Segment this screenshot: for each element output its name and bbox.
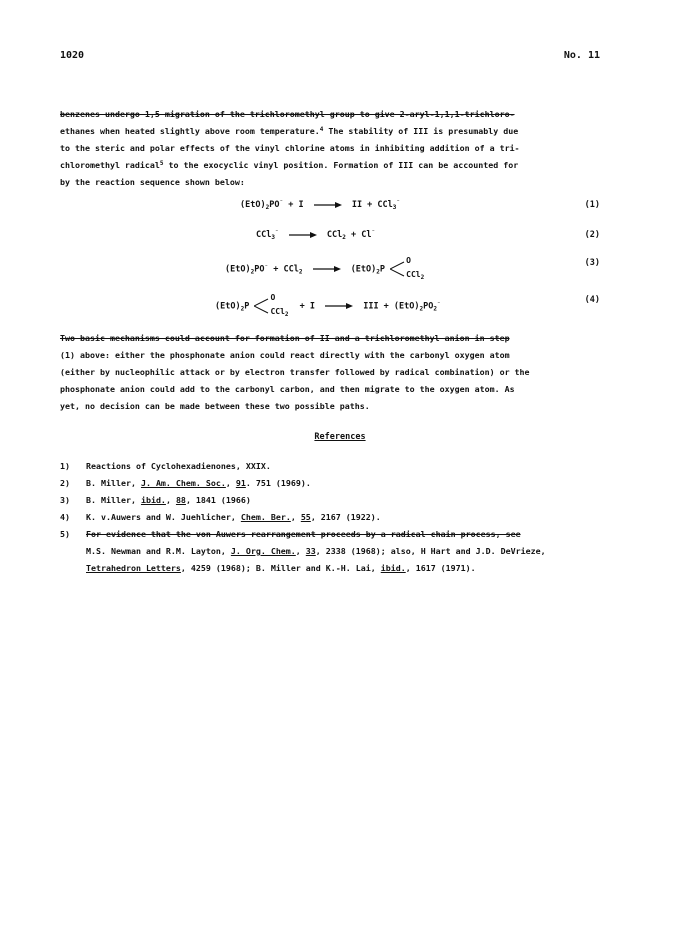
subscript: 2 [240, 305, 245, 313]
eq-term: CCl [270, 307, 285, 316]
subscript: 2 [420, 274, 425, 281]
ref-journal: Tetrahedron Letters [86, 563, 181, 573]
subscript: 2 [298, 268, 303, 276]
ref-author: M.S. Newman and R.M. Layton, [86, 546, 231, 556]
citation-marker: 4 [319, 126, 324, 133]
references-heading [0, 432, 680, 442]
ref-line [86, 560, 605, 577]
branch-upper: O [406, 256, 411, 265]
eq-term: P [379, 264, 386, 275]
ref-pages: , 2338 (1968); also, H Hart and J.D. DeVrieze, [315, 546, 546, 556]
eq-term: PO [254, 264, 265, 275]
reference-item [60, 458, 605, 475]
subscript: 2 [433, 305, 437, 313]
ref-pages: , 4259 (1968); B. Miller and K.-H. Lai, [180, 563, 381, 573]
ref-sep: , [165, 495, 176, 505]
ref-volume: 33 [305, 546, 316, 556]
bond-lines-icon [254, 295, 270, 317]
paragraph-1 [60, 106, 600, 191]
text-line: (either by nucleophilic attack or by electron transfer followed by radical combination) or the [60, 367, 530, 377]
reference-item [60, 526, 605, 577]
eq-term: III + (EtO) [363, 301, 420, 312]
ref-sep: , [295, 546, 306, 556]
equation-number: (1) [584, 200, 600, 210]
subscript: 2 [342, 234, 346, 241]
text-line: yet, no decision can be made between these two possible paths. [60, 401, 370, 411]
branch-lower [406, 270, 424, 279]
text-line [60, 330, 600, 347]
paragraph-2 [60, 330, 600, 415]
text-line [60, 157, 600, 174]
reaction-arrow-icon [324, 302, 354, 310]
branch-structure [390, 258, 430, 280]
ref-pages: , 1617 (1971). [405, 563, 476, 573]
ref-line [86, 526, 605, 543]
eq-term: CCl [406, 270, 421, 279]
ref-sep: , [290, 512, 301, 522]
eq-term: + CCl [273, 264, 299, 275]
eq-term: (EtO) [350, 264, 377, 275]
text-line: (1) above: either the phosphonate anion could react directly with the carbonyl oxygen atom [60, 350, 510, 360]
eq-term: (EtO) [215, 301, 241, 312]
struck-line: Two basic mechanisms could account for formation of II and a trichloromethyl anion in step [60, 333, 510, 343]
struck-line: benzenes undergo 1,5 migration of the trichloromethyl group to give 2-aryl-1,1,1-trichloro- [60, 109, 515, 119]
ref-volume: 88 [175, 495, 186, 505]
eq-term: PO [269, 200, 280, 210]
ref-pages: . 751 (1969). [245, 478, 311, 488]
reference-item [60, 492, 605, 509]
bond-lines-icon [390, 258, 406, 280]
page-number: 1020 [60, 50, 85, 61]
reference-number: 5) [60, 529, 70, 539]
text-span: ethanes when heated slightly above room temperature. [60, 126, 320, 136]
reference-number: 2) [60, 478, 70, 488]
eq-term: + Cl [350, 230, 372, 240]
subscript: 2 [250, 268, 255, 276]
text-line: phosphonate anion could add to the carbonyl carbon, and then migrate to the oxygen atom. As [60, 384, 515, 394]
ref-sep: , [225, 478, 236, 488]
subscript: 3 [392, 204, 397, 211]
subscript: 2 [376, 268, 380, 276]
reference-number: 3) [60, 495, 70, 505]
eq-term: (EtO) [225, 264, 251, 275]
ref-volume: 91 [235, 478, 246, 488]
eq-term: II + CCl [351, 200, 393, 210]
ref-pages: , 2167 (1922). [310, 512, 381, 522]
ref-author: B. Miller, [86, 495, 141, 505]
branch-upper: O [270, 293, 276, 302]
reference-number: 1) [60, 461, 70, 471]
reference-item [60, 475, 605, 492]
struck-line: For evidence that the von Auwers rearrangement proceeds by a radical chain process, see [86, 529, 521, 539]
eq-term: PO [423, 301, 434, 312]
equation-number: (3) [584, 258, 600, 268]
subscript: 2 [284, 311, 289, 318]
journal-page: 1020 No. 11 benzenes undergo 1,5 migration of the trichloromethyl group to give 2-aryl-1,1,1-trichloro- ethanes when heated slightly above room temperature.$^4$ The stability of III is presumably due to the steric and polar effects of the vinyl chlorine atoms in inhibiting addition of a tri- chloromethyl radical$^5$ to the exocyclic vinyl position. Formation of III can be accounted for by the reaction sequence shown below: $(EtO)_2PO^{^-} + I$ II + CCl$_3$⁻ (1) CCl$_3$⁻ CCl$_2$ + Cl⁻ (2) $(EtO)_2PO^{^-} + CCl_2$ $(EtO)_2P$ O CCl$_2$ (3) $(EtO)_2P$ O CCl$_2$ + I III + $(EtO)_2PO_2^{^-}$ (4) Two basic mechanisms could account for formation of II and a trichloromethyl anion in step (1) above: either the phosphonate anion could react directly with the carbonyl oxygen atom (either by nucleophilic attack or by electron transfer followed by radical combination) or the phosphonate anion could add to the carbonyl carbon, and then migrate to the oxygen atom. As yet, no decision can be made between these two possible paths. References 1) Reactions of Cyclohexadienones, XXIX. 2) B. Miller, J. Am. Chem. Soc., 91. 751 (1969). 3) B. Miller, ibid., 88, 1841 (1966) 4) K. v.Auwers and W. Juehlicher, Chem. Ber., 55, 2167 (1922). 5) For evidence that the von Auwers rearrangement proceeds by a radical chain process, see M.S. Newman and R.M. Layton, J. Org. Chem., 33, 2338 (1968); also, H Hart and J.D. DeVrieze, Tetrahedron Letters, 4259 (1968); B. Miller and K.-H. Lai, ibid., 1617 (1971). [0, 0, 680, 933]
reaction-arrow-icon [312, 265, 342, 273]
text-line: to the steric and polar effects of the vinyl chlorine atoms in inhibiting addition of a tri- [60, 143, 520, 153]
equation-number: (4) [584, 295, 600, 305]
ref-journal: ibid. [380, 563, 406, 573]
text-line [60, 106, 600, 123]
references-title: References [314, 432, 366, 442]
text-line: by the reaction sequence shown below: [60, 177, 245, 187]
references-list [60, 458, 605, 577]
subscript: 2 [419, 305, 424, 313]
issue-number: No. 11 [563, 50, 600, 61]
ref-author: K. v.Auwers and W. Juehlicher, [86, 512, 241, 522]
text-line [60, 123, 600, 140]
eq-term: + I [288, 200, 304, 210]
citation-marker: 5 [159, 160, 164, 167]
eq-term: P [244, 301, 250, 312]
ref-journal: Chem. Ber. [240, 512, 291, 522]
ref-volume: 55 [300, 512, 311, 522]
text-span: The stability of III is presumably due [323, 126, 519, 136]
ref-pages: , 1841 (1966) [185, 495, 251, 505]
reference-text: Reactions of Cyclohexadienones, XXIX. [86, 461, 271, 471]
branch-structure [254, 295, 294, 317]
ref-journal: J. Org. Chem. [230, 546, 296, 556]
text-span: to the exocyclic vinyl position. Formation of III can be accounted for [163, 160, 519, 170]
eq-term: + I [299, 301, 315, 312]
ref-journal: ibid. [140, 495, 166, 505]
subscript: 2 [265, 204, 270, 211]
ref-journal: J. Am. Chem. Soc. [140, 478, 226, 488]
reference-item [60, 509, 605, 526]
text-span: chloromethyl radical [60, 160, 160, 170]
eq-term: (EtO) [240, 200, 266, 210]
equation-number: (2) [584, 230, 600, 240]
reaction-arrow-icon [313, 201, 343, 209]
reference-number: 4) [60, 512, 70, 522]
subscript: 3 [271, 234, 275, 241]
branch-lower [270, 307, 288, 316]
eq-term: CCl [326, 230, 343, 240]
reaction-arrow-icon [288, 231, 318, 239]
ref-line [86, 543, 605, 560]
ref-author: B. Miller, [86, 478, 141, 488]
eq-term: CCl [256, 230, 272, 240]
